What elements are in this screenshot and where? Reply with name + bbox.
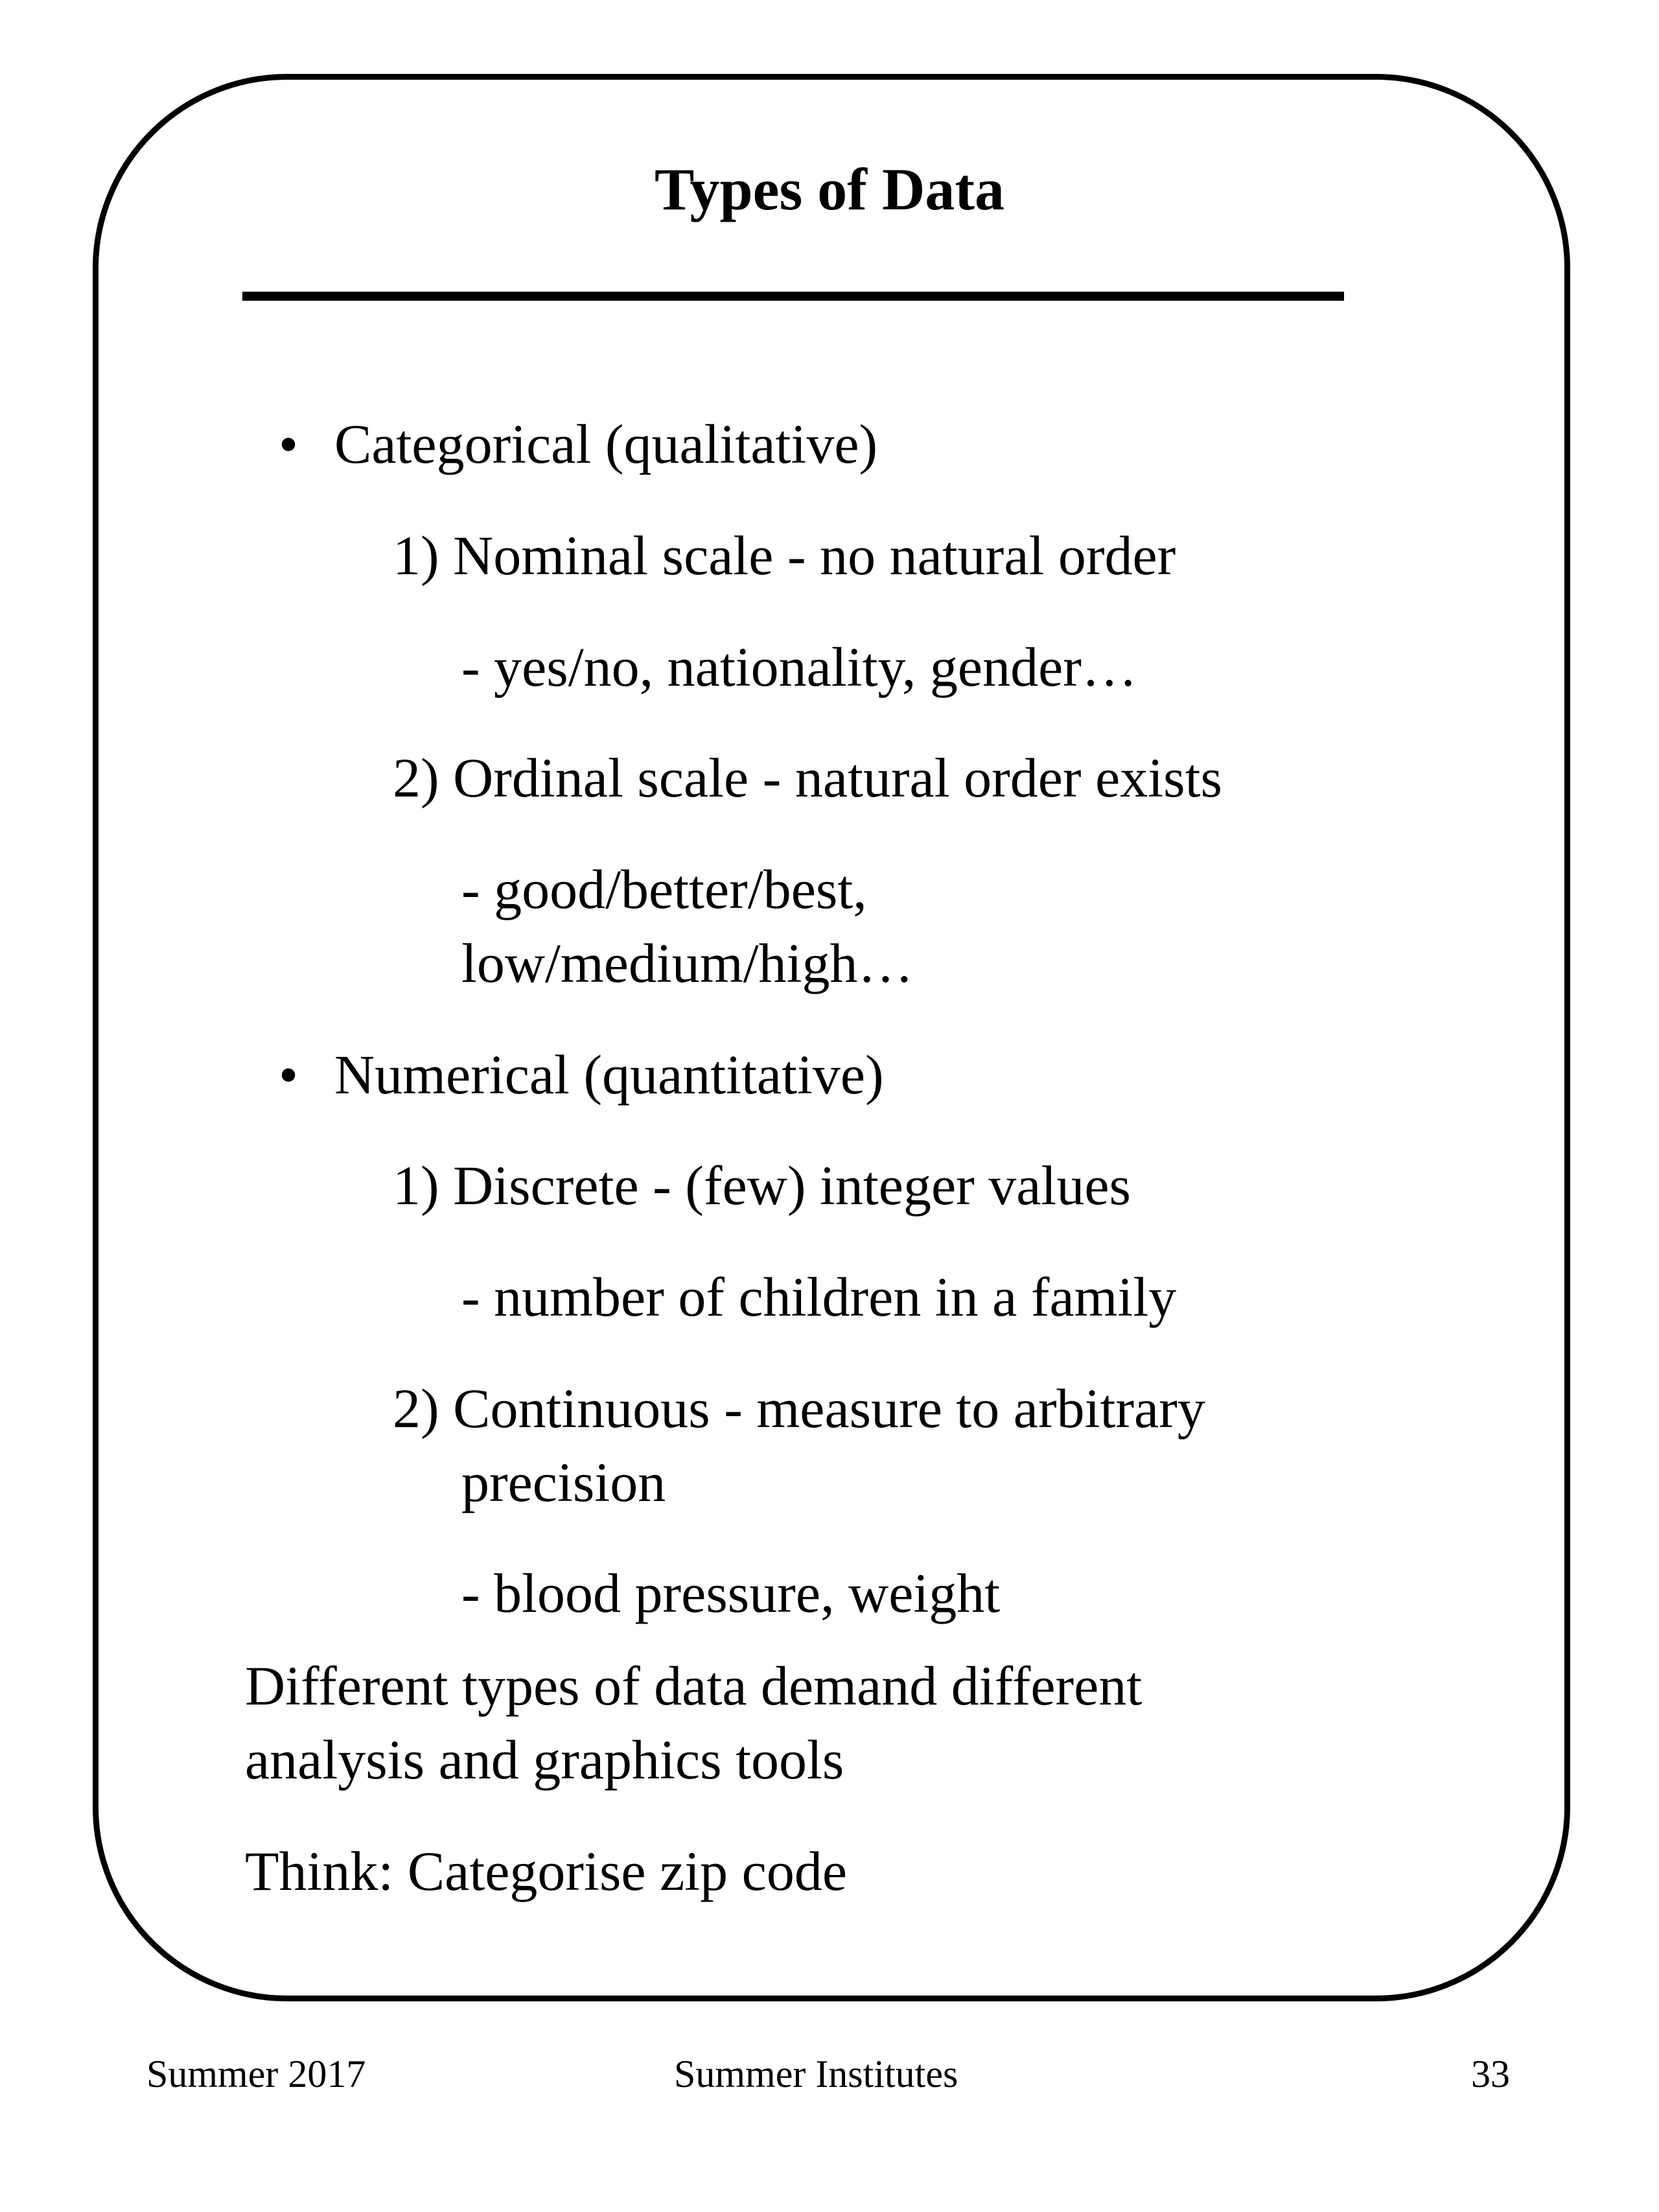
slide-title: Types of Data bbox=[654, 156, 1005, 222]
nominal-scale-heading: 1) Nominal scale - no natural order bbox=[393, 524, 1176, 587]
title-divider bbox=[242, 292, 1344, 301]
ordinal-scale-example-line2: low/medium/high… bbox=[461, 932, 914, 994]
note-line1: Different types of data demand different bbox=[245, 1655, 1143, 1717]
discrete-example: - number of children in a family bbox=[461, 1266, 1177, 1328]
think-prompt: Think: Categorise zip code bbox=[245, 1840, 847, 1902]
continuous-heading-line2: precision bbox=[461, 1451, 666, 1513]
footer-institute: Summer Institutes bbox=[674, 2053, 958, 2095]
bullet-marker: • bbox=[279, 1043, 299, 1106]
nominal-scale-example: - yes/no, nationality, gender… bbox=[461, 636, 1137, 698]
continuous-example: - blood pressure, weight bbox=[461, 1562, 1001, 1624]
bullet-categorical: Categorical (qualitative) bbox=[334, 413, 878, 475]
continuous-heading-line1: 2) Continuous - measure to arbitrary bbox=[393, 1377, 1205, 1439]
footer-date: Summer 2017 bbox=[146, 2053, 366, 2095]
note-line2: analysis and graphics tools bbox=[245, 1729, 844, 1791]
footer-page-number: 33 bbox=[1471, 2053, 1510, 2095]
ordinal-scale-example-line1: - good/better/best, bbox=[461, 858, 867, 920]
discrete-heading: 1) Discrete - (few) integer values bbox=[393, 1154, 1131, 1217]
ordinal-scale-heading: 2) Ordinal scale - natural order exists bbox=[393, 747, 1222, 809]
bullet-marker: • bbox=[279, 413, 299, 475]
bullet-numerical: Numerical (quantitative) bbox=[334, 1043, 884, 1106]
